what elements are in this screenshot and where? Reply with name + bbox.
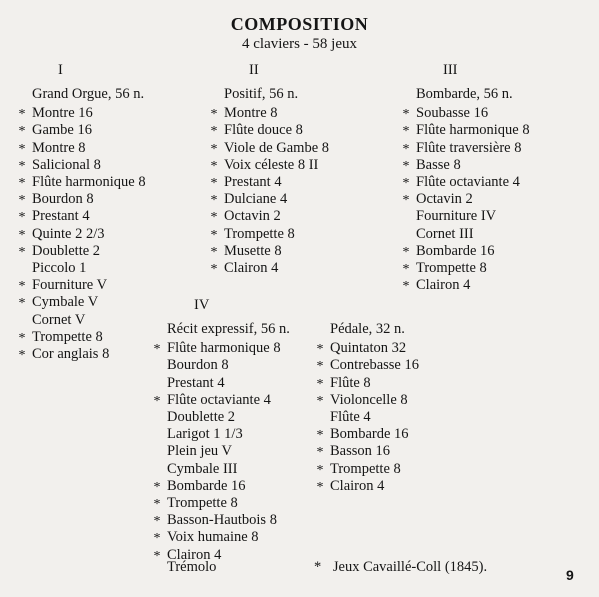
stop-name: Basson-Hautbois 8 [167, 512, 277, 529]
stop-item [316, 426, 419, 444]
column-positif [210, 86, 330, 278]
stop-name: Viole de Gambe 8 [224, 139, 330, 156]
cavaille-coll-marker: * [18, 330, 26, 346]
stop-item [402, 260, 530, 278]
stop-name: Prestant 4 [32, 208, 90, 225]
cavaille-coll-marker: * [18, 296, 26, 312]
stop-item [167, 461, 290, 478]
stop-name: Voix céleste 8 II [224, 156, 319, 173]
stop-item [402, 122, 530, 140]
stop-name: Bombarde 16 [416, 242, 495, 259]
page-subtitle: 4 claviers - 58 jeux [242, 36, 357, 52]
stop-name: Montre 16 [32, 105, 93, 122]
stop-name: Plein jeu V [167, 443, 232, 460]
stop-name: Doublette 2 [167, 409, 236, 426]
column-recit [153, 321, 290, 564]
stop-name: Bourdon 8 [32, 191, 94, 208]
stop-item [416, 208, 530, 225]
stop-item [316, 477, 419, 495]
cavaille-coll-marker: * [153, 514, 161, 530]
stop-name: Flûte harmonique 8 [32, 174, 146, 191]
stop-name: Quintaton 32 [330, 340, 407, 357]
stop-name: Larigot 1 1/3 [167, 426, 243, 443]
stop-item [18, 105, 146, 123]
stop-item [210, 225, 329, 243]
stop-name: Musette 8 [224, 242, 282, 259]
cavaille-coll-marker: * [210, 244, 218, 260]
stop-name: Trompette 8 [224, 225, 295, 242]
cavaille-coll-marker: * [316, 462, 324, 478]
stop-item [167, 409, 290, 426]
stop-name: Trompette 8 [416, 260, 487, 277]
cavaille-coll-marker: * [18, 141, 26, 157]
stop-name: Clairon 4 [416, 277, 471, 294]
division-heading: Positif, 56 n. [224, 86, 299, 102]
cavaille-coll-marker: * [153, 479, 161, 495]
stop-item [316, 340, 419, 358]
stop-name: Clairon 4 [330, 477, 385, 494]
stop-item [402, 174, 530, 192]
cavaille-coll-marker: * [402, 158, 410, 174]
cavaille-coll-marker: * [402, 176, 410, 192]
stop-item [402, 139, 530, 157]
stop-item [316, 460, 419, 478]
stop-name: Bombarde 16 [330, 426, 409, 443]
stop-name: Octavin 2 [224, 208, 281, 225]
stop-name: Cymbale V [32, 294, 99, 311]
tremolo-label: Trémolo [167, 559, 217, 575]
stop-item [316, 391, 419, 409]
stop-item [32, 312, 146, 329]
stop-name: Trompette 8 [330, 460, 401, 477]
stop-item [167, 443, 290, 460]
stop-name: Soubasse 16 [416, 105, 489, 122]
division-heading: Bombarde, 56 n. [416, 86, 513, 102]
stop-item [153, 495, 290, 513]
stop-item [18, 346, 146, 364]
page-number: 9 [566, 567, 574, 583]
stop-name: Fourniture V [32, 277, 108, 294]
stop-item [316, 443, 419, 461]
cavaille-coll-marker: * [316, 428, 324, 444]
page-title: COMPOSITION [230, 14, 369, 34]
cavaille-coll-marker: * [316, 445, 324, 461]
numeral-ii: II [249, 62, 259, 78]
cavaille-coll-marker: * [210, 262, 218, 278]
cavaille-coll-marker: * [402, 279, 410, 295]
cavaille-coll-marker: * [18, 244, 26, 260]
cavaille-coll-marker: * [18, 348, 26, 364]
stop-name: Dulciane 4 [224, 191, 288, 208]
cavaille-coll-marker: * [316, 479, 324, 495]
cavaille-coll-marker: * [18, 124, 26, 140]
cavaille-coll-marker: * [402, 124, 410, 140]
stop-item [210, 242, 329, 260]
stop-item [153, 512, 290, 530]
stop-name: Montre 8 [224, 105, 278, 122]
stop-item [153, 477, 290, 495]
stop-name: Cymbale III [167, 460, 238, 477]
stop-name: Flûte 8 [330, 374, 371, 391]
stop-item [402, 105, 530, 123]
stop-item [18, 225, 146, 243]
stop-name: Salicional 8 [32, 156, 101, 173]
stop-item [153, 340, 290, 358]
stop-item [18, 294, 146, 312]
stop-item [330, 409, 419, 426]
stop-name: Octavin 2 [416, 191, 473, 208]
stop-name: Bourdon 8 [167, 357, 229, 374]
numeral-i: I [58, 62, 63, 78]
stop-item [153, 529, 290, 547]
stop-name: Violoncelle 8 [330, 391, 408, 408]
stop-item [416, 226, 530, 243]
stop-name: Trompette 8 [32, 328, 103, 345]
stop-name: Flûte harmonique 8 [167, 340, 281, 357]
cavaille-coll-marker: * [210, 227, 218, 243]
cavaille-coll-marker: * [210, 176, 218, 192]
stop-name: Voix humaine 8 [167, 529, 259, 546]
stop-item [316, 374, 419, 392]
stop-item [316, 357, 419, 375]
stop-name: Clairon 4 [167, 546, 222, 563]
cavaille-coll-marker: * [402, 244, 410, 260]
stop-item [18, 242, 146, 260]
cavaille-coll-marker: * [18, 210, 26, 226]
stop-name: Basson 16 [330, 443, 391, 460]
footnote [314, 559, 487, 576]
stop-item [32, 260, 146, 277]
cavaille-coll-marker: * [153, 531, 161, 547]
stop-item [18, 156, 146, 174]
cavaille-coll-marker: * [153, 393, 161, 409]
stop-item [18, 139, 146, 157]
stop-item [18, 122, 146, 140]
stop-item [402, 156, 530, 174]
cavaille-coll-marker: * [18, 107, 26, 123]
stop-name: Trompette 8 [167, 495, 238, 512]
stop-name: Basse 8 [416, 156, 461, 173]
stop-name: Doublette 2 [32, 242, 101, 259]
stop-name: Flûte octaviante 4 [416, 174, 520, 191]
stop-item [210, 208, 329, 226]
cavaille-coll-marker: * [210, 124, 218, 140]
stop-name: Quinte 2 2/3 [32, 225, 105, 242]
column-pedale [316, 321, 419, 495]
cavaille-coll-marker: * [18, 279, 26, 295]
cavaille-coll-marker: * [153, 342, 161, 358]
stop-item [167, 357, 290, 374]
stop-item [402, 242, 530, 260]
division-heading: Récit expressif, 56 n. [167, 321, 290, 337]
division-heading: Pédale, 32 n. [330, 321, 405, 337]
cavaille-coll-marker: * [316, 376, 324, 392]
cavaille-coll-marker: * [402, 193, 410, 209]
stop-name: Fourniture IV [416, 208, 497, 225]
column-bombarde [402, 86, 530, 295]
cavaille-coll-marker: * [402, 262, 410, 278]
stop-item [18, 174, 146, 192]
footnote-marker: * [314, 559, 322, 575]
cavaille-coll-marker: * [210, 107, 218, 123]
stop-item [210, 156, 329, 174]
cavaille-coll-marker: * [210, 193, 218, 209]
cavaille-coll-marker: * [18, 193, 26, 209]
cavaille-coll-marker: * [316, 393, 324, 409]
stop-name: Cornet V [32, 311, 86, 328]
stop-item [18, 208, 146, 226]
cavaille-coll-marker: * [18, 158, 26, 174]
stop-name: Gambe 16 [32, 122, 92, 139]
stop-name: Piccolo 1 [32, 260, 87, 277]
stop-item [402, 277, 530, 295]
stop-name: Flûte douce 8 [224, 122, 303, 139]
stop-item [210, 122, 329, 140]
stop-item [210, 105, 329, 123]
stop-item [210, 174, 329, 192]
stop-name: Montre 8 [32, 139, 86, 156]
stop-name: Flûte traversière 8 [416, 139, 522, 156]
cavaille-coll-marker: * [153, 548, 161, 564]
stop-name: Flûte 4 [330, 409, 371, 426]
stop-name: Bombarde 16 [167, 477, 246, 494]
stop-name: Cor anglais 8 [32, 346, 110, 363]
stop-name: Flûte harmonique 8 [416, 122, 530, 139]
cavaille-coll-marker: * [210, 158, 218, 174]
stop-name: Contrebasse 16 [330, 357, 419, 374]
cavaille-coll-marker: * [316, 359, 324, 375]
cavaille-coll-marker: * [210, 210, 218, 226]
stop-item [18, 328, 146, 346]
cavaille-coll-marker: * [18, 227, 26, 243]
division-heading: Grand Orgue, 56 n. [32, 86, 145, 102]
stop-item [167, 426, 290, 443]
stop-item [210, 191, 329, 209]
stop-name: Prestant 4 [224, 174, 282, 191]
cavaille-coll-marker: * [316, 342, 324, 358]
column-grand-orgue [18, 86, 146, 364]
footnote-text: Jeux Cavaillé-Coll (1845). [332, 559, 488, 575]
stop-item [402, 191, 530, 209]
cavaille-coll-marker: * [402, 141, 410, 157]
cavaille-coll-marker: * [153, 497, 161, 513]
stop-item [167, 375, 290, 392]
stop-item [210, 139, 330, 157]
stop-item [210, 260, 329, 278]
stop-name: Flûte octaviante 4 [167, 391, 271, 408]
stop-item [153, 391, 290, 409]
numeral-iv: IV [194, 297, 210, 313]
stop-item [18, 277, 146, 295]
stop-name: Cornet III [416, 225, 474, 242]
cavaille-coll-marker: * [18, 176, 26, 192]
cavaille-coll-marker: * [402, 107, 410, 123]
numeral-iii: III [443, 62, 458, 78]
cavaille-coll-marker: * [210, 141, 218, 157]
stop-item [18, 191, 146, 209]
stop-name: Prestant 4 [167, 374, 225, 391]
stop-name: Clairon 4 [224, 260, 279, 277]
